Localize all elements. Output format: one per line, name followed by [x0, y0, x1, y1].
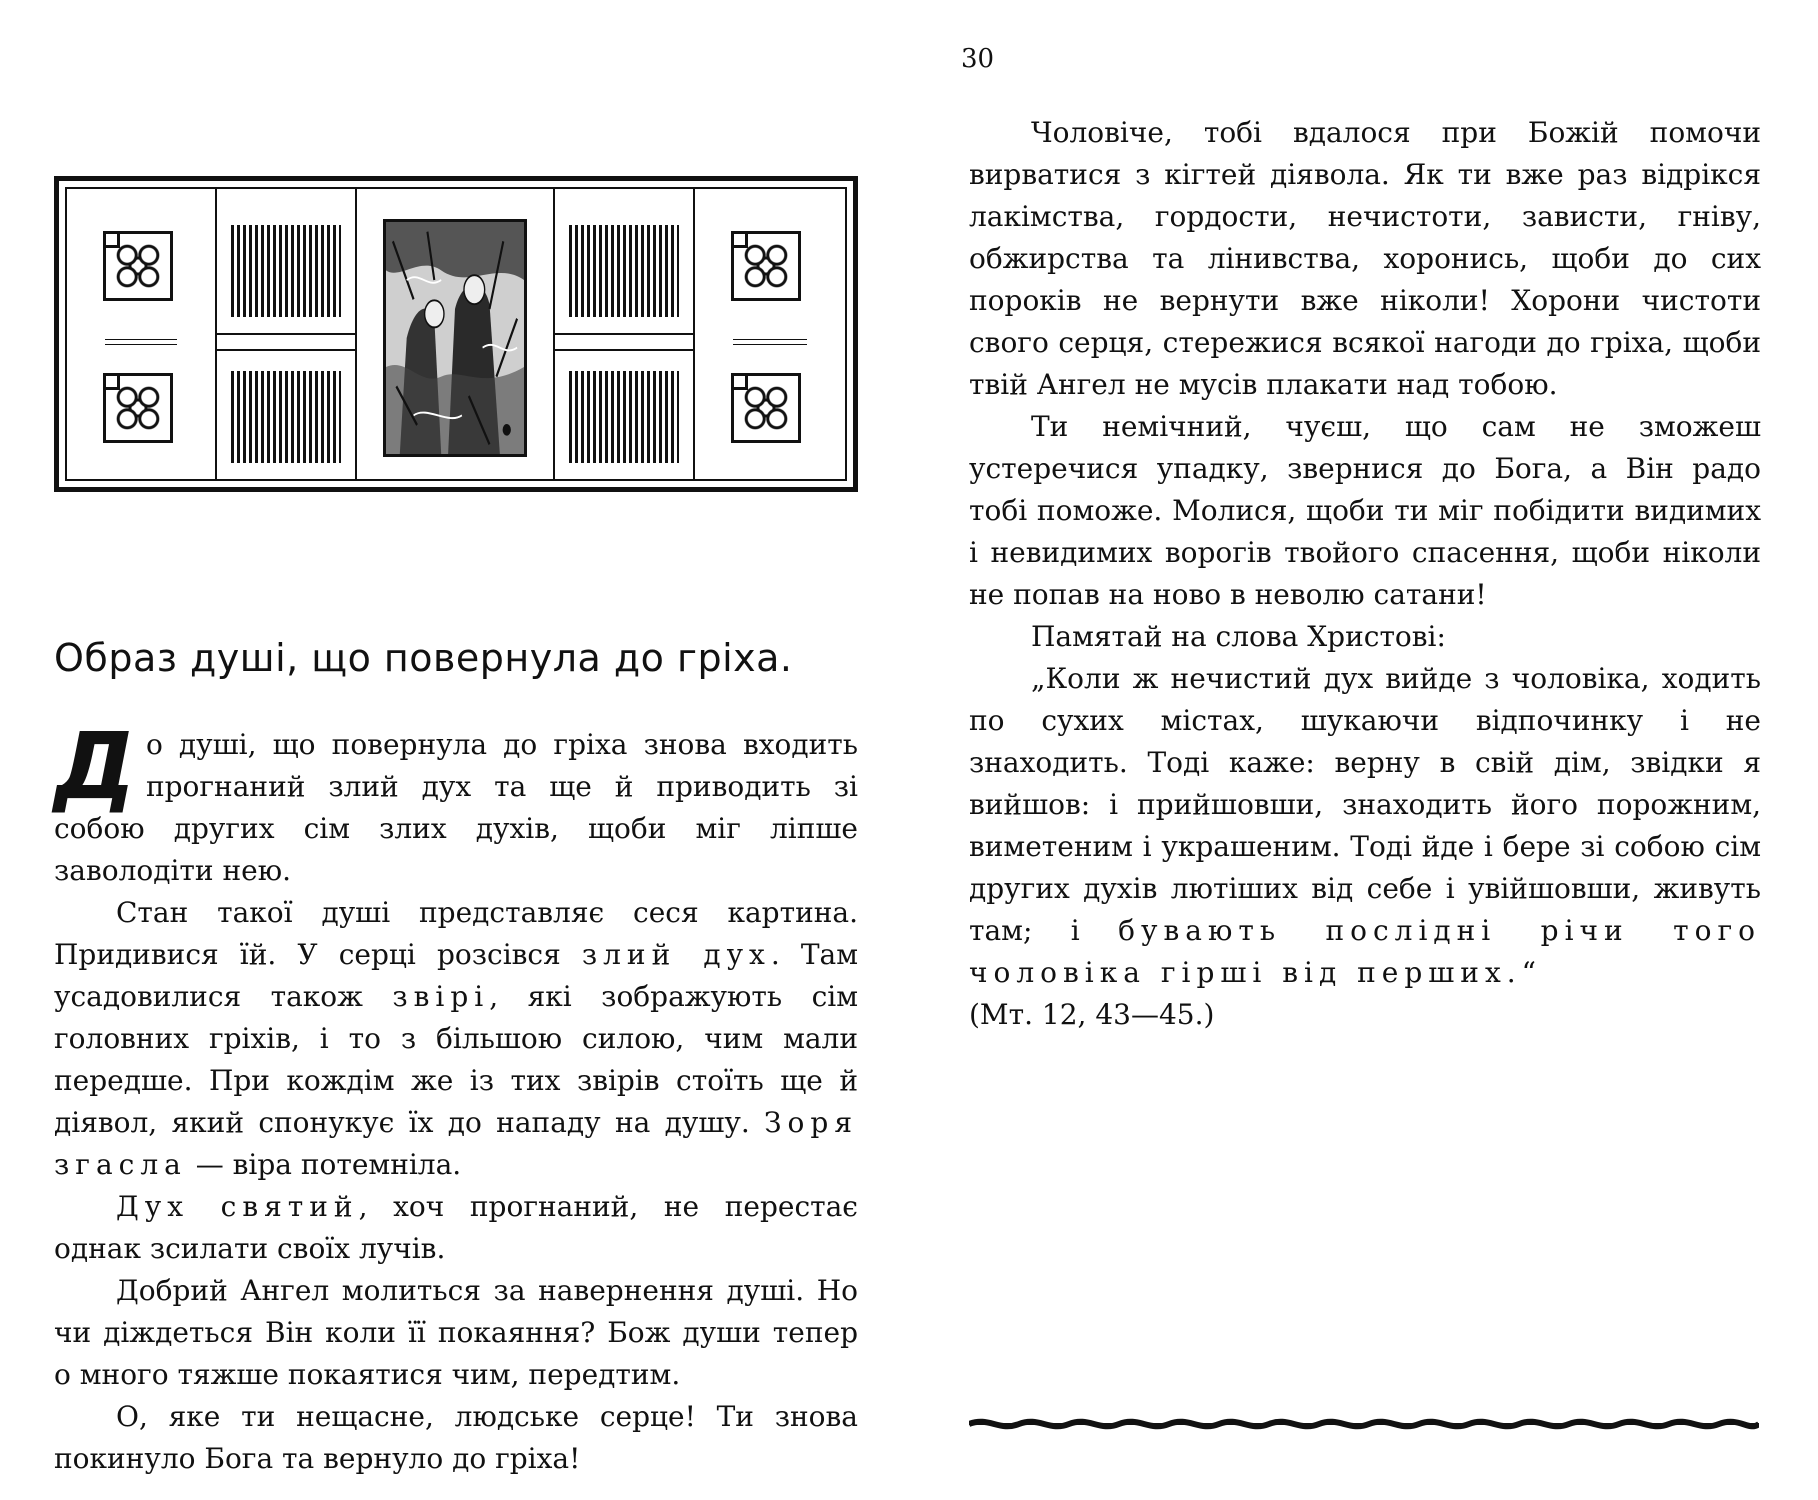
ornamental-header: [54, 176, 858, 492]
page-number: 30: [961, 44, 995, 74]
left-body-text: [54, 713, 859, 1480]
spaced-emphasis: бувають послідні річи того чоловіка гірші від перших.“: [969, 914, 1761, 989]
rosette-ornament: [731, 231, 801, 301]
chapter-title: Образ душі, що повернула до гріха.: [54, 636, 793, 680]
rosette-ornament: [103, 231, 173, 301]
scripture-quote: „Коли ж нечистий дух вийде з чоловіка, ходить по сухих містах, шукаючи відпочинку і не знаходить. Тоді каже: верну в свій дім, звідки я вийшов: і прийшовши, знаходить його порожним, виметеним і украшеним. Тоді йде і бере зі собою сім других духів лютіших від себе і увійшовши, живуть там; і бувають послідні річи того чоловіка гірші від перших.“: [969, 662, 1761, 989]
right-page: [909, 0, 1818, 1500]
spaced-emphasis: Дух святий: [116, 1190, 359, 1223]
right-body-text: [969, 112, 1761, 1036]
drop-cap: Д: [54, 713, 136, 820]
paragraph: Дух святий, хоч прогнаний, не перестає однак зсилати своїх лучів.: [54, 1190, 858, 1265]
rosette-panel-right: [695, 189, 845, 479]
rosette-ornament: [103, 373, 173, 443]
spaced-emphasis: Зоря згасла: [54, 1106, 858, 1181]
rosette-panel-left: [67, 189, 217, 479]
paragraph: Ти немічний, чуєш, що сам не зможеш устеречися упадку, звернися до Бога, а Він радо тобі поможе. Молися, щоби ти міг побідити видимих і невидимих ворогів твойого спасення, щоби ніколи не попав на ново в неволю сатани!: [969, 410, 1761, 611]
engraving-illustration: [383, 219, 527, 457]
grille-panel-left: [217, 189, 357, 479]
paragraph: До душі, що повернула до гріха знова входить прогнаний злий дух та ще й приводить зі собою других сім злих духів, щоби міг ліпше заволодіти нею.: [54, 713, 858, 887]
rosette-ornament: [731, 373, 801, 443]
paragraph: Добрий Ангел молиться за навернення душі. Но чи діждеться Він коли її покаяння? Бож души тепер о много тяжше покаятися чим, передтим.: [54, 1274, 858, 1391]
spaced-emphasis: звірі: [392, 980, 490, 1013]
paragraph: О, яке ти нещасне, людське серце! Ти знова покинуло Бога та вернуло до гріха!: [54, 1400, 858, 1475]
paragraph: Памятай на слова Христові:: [1031, 620, 1446, 653]
citation: (Мт. 12, 43—45.): [969, 998, 1215, 1031]
paragraph: Чоловіче, тобі вдалося при Божій помочи вирватися з кігтей діявола. Як ти вже раз відрікся лакімства, гордости, нечистоти, зависти, гніву, обжирства та лінивства, хоронись, щоби до сих пороків не вернути вже ніколи! Хорони чистоти свого серця, стережися всякої нагоди до гріха, щоби твій Ангел не мусів плакати над тобою.: [969, 116, 1761, 401]
paragraph: Стан такої душі представляє сеся картина. Придивися їй. У серці розсівся злий дух. Там усадовилися також звірі, які зображують сім головних гріхів, і то з більшою силою, чим мали передше. При кождім же із тих звірів стоїть ще й діявол, який спонукує їх до нападу на душу. Зоря згасла — віра потемніла.: [54, 896, 859, 1181]
spaced-emphasis: злий дух: [581, 938, 771, 971]
engraving-panel: [357, 189, 555, 479]
footer-ornament-rule: [969, 1416, 1759, 1432]
grille-panel-right: [555, 189, 695, 479]
